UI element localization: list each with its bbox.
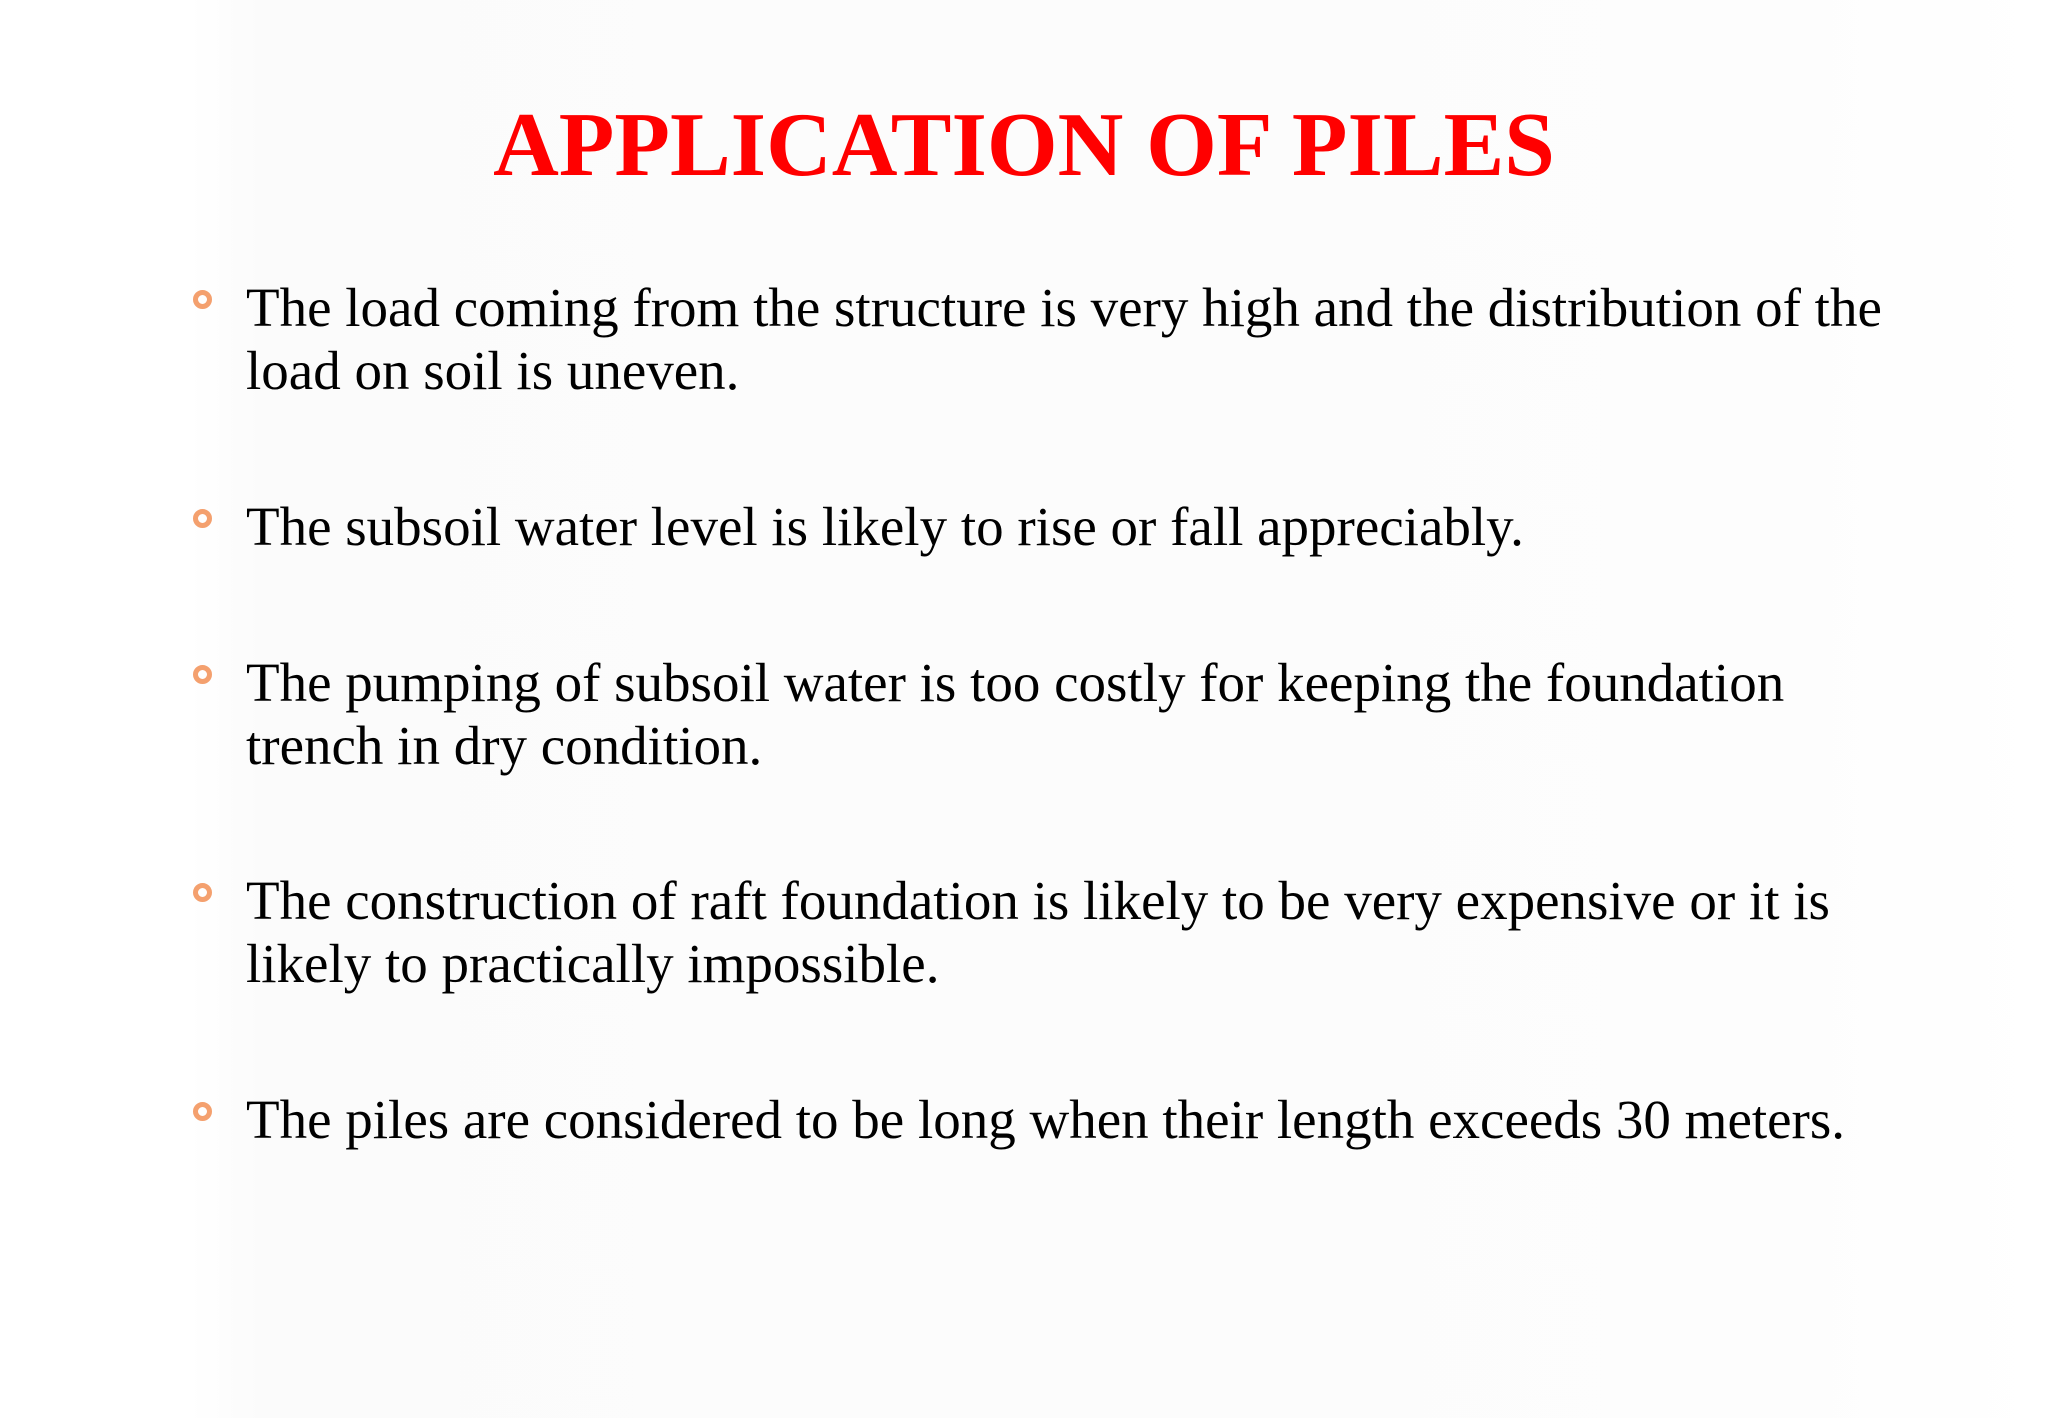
hollow-circle-bullet-icon	[193, 290, 212, 309]
hollow-circle-bullet-icon	[193, 509, 212, 528]
bullet-text: The load coming from the structure is very high and the distribution of the load on soil is uneven.	[246, 277, 1882, 401]
hollow-circle-bullet-icon	[193, 1102, 212, 1121]
bullet-text: The piles are considered to be long when their length exceeds 30 meters.	[246, 1089, 1846, 1150]
hollow-circle-bullet-icon	[193, 665, 212, 684]
bullet-text: The subsoil water level is likely to rise or fall appreciably.	[246, 496, 1524, 557]
hollow-circle-bullet-icon	[193, 883, 212, 902]
slide-title: APPLICATION OF PILES	[493, 94, 1555, 195]
bullet-text: The pumping of subsoil water is too costly for keeping the foundation trench in dry condition.	[246, 652, 1785, 776]
bullet-text: The construction of raft foundation is likely to be very expensive or it is likely to practically impossible.	[246, 870, 1830, 994]
